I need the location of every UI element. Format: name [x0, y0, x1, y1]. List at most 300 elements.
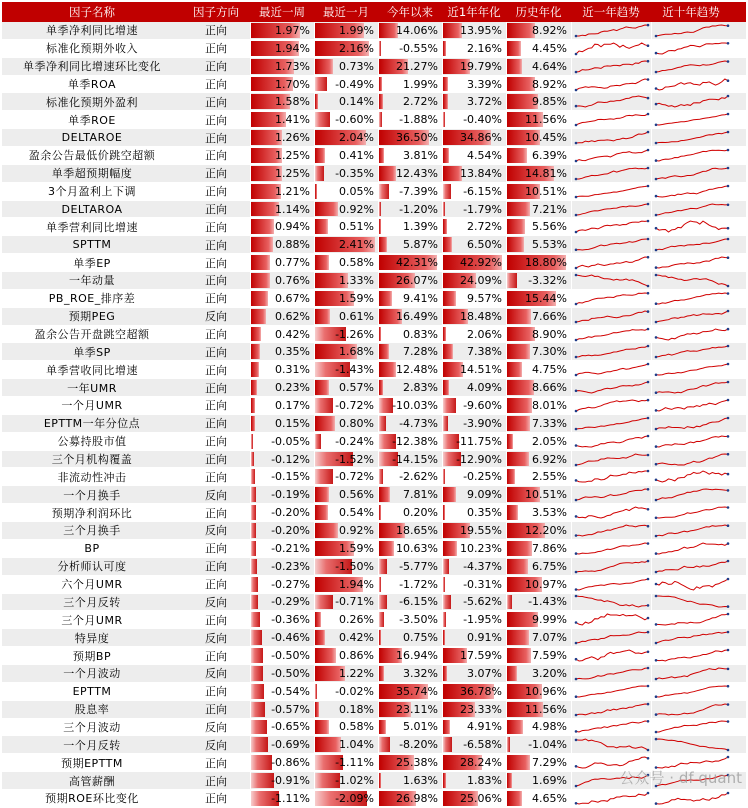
ytd-value: 26.98% [396, 791, 438, 805]
factor-name-cell: 一个月UMR [61, 399, 123, 413]
annual-1y-cell [442, 129, 506, 146]
trend-1y-line [576, 79, 648, 90]
week-cell [250, 254, 314, 271]
trend-1y-endpoint [575, 428, 578, 431]
table-row [2, 486, 746, 504]
month-bar [315, 595, 333, 610]
month-value: 1.94% [339, 577, 374, 591]
week-cell [250, 433, 314, 450]
annual-1y-value: 23.33% [460, 702, 502, 716]
factor-name-cell: 3个月盈利上下调 [48, 185, 136, 199]
trend-10y-line [656, 579, 728, 590]
month-cell [314, 218, 378, 235]
month-cell [314, 93, 378, 110]
annual-1y-value: 9.57% [467, 291, 502, 305]
trend-10y-line [656, 346, 728, 357]
trend-1y-endpoint [647, 720, 650, 723]
trend-1y-cell [571, 40, 651, 57]
factor-name-cell: 单季ROA [67, 78, 117, 91]
trend-10y-cell [651, 272, 731, 289]
factor-direction-cell: 正向 [205, 60, 227, 74]
factor-name-cell: 单季净利同比增速环比变化 [23, 60, 161, 74]
annual-1y-value: 0.35% [467, 506, 502, 520]
trend-1y-line [576, 400, 648, 411]
hist-annual-cell [506, 415, 571, 432]
ytd-value: 5.87% [403, 238, 438, 252]
month-bar [315, 523, 338, 538]
trend-10y-cell [651, 326, 731, 343]
trend-1y-cell [571, 290, 651, 307]
trend-10y-sparkline [652, 254, 731, 271]
trend-10y-line [656, 204, 728, 215]
annual-1y-value: 3.39% [467, 77, 502, 91]
ytd-value: -10.03% [392, 398, 438, 412]
table-row [2, 129, 746, 147]
trend-10y-cell [651, 379, 731, 396]
month-value: 0.80% [339, 416, 374, 430]
annual-1y-bar [443, 505, 445, 520]
week-value: -0.36% [271, 613, 310, 627]
month-cell [314, 486, 378, 503]
trend-1y-line [576, 418, 648, 429]
table-row [2, 290, 746, 308]
week-cell [250, 40, 314, 57]
trend-1y-endpoint [575, 124, 578, 127]
factor-direction-cell: 正向 [205, 703, 227, 717]
week-value: -0.20% [271, 523, 310, 537]
ytd-cell [378, 594, 442, 611]
trend-1y-endpoint [647, 202, 650, 205]
trend-1y-endpoint [575, 570, 578, 573]
annual-1y-bar [443, 398, 456, 413]
table-row [2, 647, 746, 665]
hist-annual-value: 5.53% [532, 238, 567, 252]
week-value: 1.25% [275, 148, 310, 162]
month-cell [314, 22, 378, 39]
hist-annual-cell [506, 93, 571, 110]
annual-1y-bar [443, 630, 445, 645]
month-value: 1.59% [339, 541, 374, 555]
annual-1y-bar [443, 112, 445, 127]
hist-annual-bar [507, 59, 522, 74]
week-value: -0.20% [271, 506, 310, 520]
trend-1y-endpoint [647, 149, 650, 152]
table-row [2, 218, 746, 236]
table-row [2, 433, 746, 451]
trend-1y-cell [571, 93, 651, 110]
trend-10y-endpoint [727, 577, 730, 580]
annual-1y-cell [442, 201, 506, 218]
trend-10y-endpoint [727, 417, 730, 420]
trend-10y-endpoint [655, 409, 658, 412]
trend-1y-endpoint [647, 256, 650, 259]
trend-1y-sparkline [572, 736, 651, 753]
trend-10y-line [656, 186, 728, 197]
annual-1y-value: -1.79% [463, 202, 502, 216]
month-value: 0.58% [339, 720, 374, 734]
trend-10y-cell [651, 40, 731, 57]
hist-annual-cell [506, 468, 571, 485]
trend-1y-sparkline [572, 326, 651, 343]
ytd-value: -4.73% [399, 416, 438, 430]
week-cell [250, 486, 314, 503]
trend-1y-endpoint [647, 651, 650, 654]
month-value: 0.41% [339, 148, 374, 162]
week-value: -0.23% [271, 559, 310, 573]
annual-1y-cell [442, 594, 506, 611]
trend-10y-cell [651, 486, 731, 503]
factor-direction-cell: 正向 [205, 506, 227, 520]
trend-1y-cell [571, 326, 651, 343]
ytd-cell [378, 576, 442, 593]
trend-10y-endpoint [655, 445, 658, 448]
trend-10y-sparkline [652, 58, 731, 75]
ytd-cell [378, 183, 442, 200]
annual-1y-value: -9.60% [463, 398, 502, 412]
ytd-cell [378, 308, 442, 325]
table-row [2, 736, 746, 754]
hist-annual-value: 8.66% [532, 381, 567, 395]
factor-direction-cell: 正向 [205, 345, 227, 359]
month-cell [314, 594, 378, 611]
annual-1y-value: -6.58% [463, 738, 502, 752]
trend-1y-cell [571, 201, 651, 218]
annual-1y-value: 7.38% [467, 345, 502, 359]
trend-10y-endpoint [655, 659, 658, 662]
week-value: -0.86% [271, 756, 310, 770]
week-value: -0.15% [271, 470, 310, 484]
annual-1y-cell [442, 540, 506, 557]
month-bar [315, 59, 333, 74]
ytd-cell [378, 40, 442, 57]
ytd-cell [378, 379, 442, 396]
trend-10y-endpoint [727, 559, 730, 562]
week-bar [251, 452, 254, 467]
hist-annual-value: 8.01% [532, 398, 567, 412]
month-cell [314, 254, 378, 271]
week-value: 0.42% [275, 327, 310, 341]
ytd-value: -0.55% [399, 41, 438, 55]
week-cell [250, 719, 314, 736]
trend-1y-sparkline [572, 272, 651, 289]
trend-10y-endpoint [655, 713, 658, 716]
trend-10y-sparkline [652, 326, 731, 343]
trend-1y-endpoint [647, 453, 650, 456]
ytd-bar [379, 737, 390, 752]
factor-name-cell: 预期净利润环比 [51, 506, 133, 520]
month-value: 0.86% [339, 649, 374, 662]
trend-10y-endpoint [655, 535, 658, 538]
week-value: -0.19% [271, 488, 310, 502]
ytd-cell [378, 772, 442, 789]
ytd-cell [378, 558, 442, 575]
week-cell [250, 218, 314, 235]
week-value: 1.70% [275, 77, 310, 91]
month-cell [314, 111, 378, 128]
annual-1y-value: 1.83% [467, 774, 502, 788]
week-value: -0.50% [271, 649, 310, 662]
hist-annual-cell [506, 379, 571, 396]
ytd-value: 1.99% [403, 77, 438, 91]
annual-1y-cell [442, 111, 506, 128]
trend-10y-cell [651, 594, 731, 611]
month-cell [314, 736, 378, 753]
trend-10y-endpoint [727, 542, 730, 545]
factor-direction-cell: 正向 [205, 649, 227, 663]
hist-annual-bar [507, 273, 517, 288]
hist-annual-cell [506, 361, 571, 378]
trend-10y-endpoint [727, 703, 730, 706]
ytd-cell [378, 736, 442, 753]
hist-annual-bar [507, 398, 532, 413]
factor-name-cell: 一年UMR [67, 381, 117, 395]
annual-1y-value: 3.72% [467, 95, 502, 109]
hist-annual-value: 4.45% [532, 41, 567, 55]
trend-1y-endpoint [575, 678, 578, 681]
header-trend-1y: 近一年趋势 [582, 5, 640, 19]
trend-1y-cell [571, 665, 651, 682]
factor-direction-cell: 正向 [205, 774, 227, 788]
ytd-cell [378, 218, 442, 235]
trend-10y-line [656, 454, 728, 465]
hist-annual-bar [507, 416, 530, 431]
ytd-cell [378, 486, 442, 503]
trend-10y-endpoint [655, 249, 658, 252]
month-cell [314, 76, 378, 93]
hist-annual-value: 14.81% [525, 166, 567, 180]
trend-10y-line [656, 614, 728, 625]
trend-10y-line [656, 436, 728, 447]
trend-10y-sparkline [652, 236, 731, 253]
trend-1y-endpoint [647, 167, 650, 170]
month-cell [314, 558, 378, 575]
annual-1y-cell [442, 736, 506, 753]
ytd-value: 14.06% [396, 23, 438, 37]
annual-1y-cell [442, 397, 506, 414]
week-bar [251, 737, 268, 752]
factor-name-cell: 三个月机构覆盖 [51, 453, 133, 467]
trend-1y-endpoint [647, 399, 650, 402]
trend-1y-endpoint [575, 588, 578, 591]
factor-name-cell: SPTTM [72, 238, 112, 252]
trend-10y-sparkline [652, 397, 731, 414]
ytd-value: -3.50% [399, 613, 438, 627]
trend-1y-endpoint [575, 658, 578, 661]
month-bar [315, 434, 321, 449]
trend-10y-endpoint [727, 292, 730, 295]
month-cell [314, 201, 378, 218]
week-cell [250, 326, 314, 343]
trend-1y-line [576, 364, 648, 375]
trend-10y-cell [651, 647, 731, 664]
week-cell [250, 504, 314, 521]
trend-1y-cell [571, 433, 651, 450]
factor-name-cell: 公募持股市值 [57, 435, 127, 449]
month-value: -1.11% [335, 756, 374, 770]
hist-annual-cell [506, 254, 571, 271]
trend-10y-endpoint [727, 345, 730, 348]
trend-1y-endpoint [647, 184, 650, 187]
trend-10y-endpoint [655, 642, 658, 645]
month-value: 2.04% [339, 131, 374, 145]
annual-1y-value: -0.40% [463, 113, 502, 127]
week-value: 1.41% [275, 113, 310, 127]
ytd-cell [378, 147, 442, 164]
annual-1y-cell [442, 218, 506, 235]
trend-10y-endpoint [727, 506, 730, 509]
trend-1y-line [576, 329, 648, 340]
trend-1y-endpoint [575, 480, 578, 483]
trend-10y-endpoint [727, 381, 730, 384]
month-cell [314, 326, 378, 343]
annual-1y-value: -5.62% [463, 595, 502, 609]
annual-1y-bar [443, 148, 449, 163]
ytd-cell [378, 415, 442, 432]
trend-10y-endpoint [727, 95, 730, 98]
annual-1y-cell [442, 93, 506, 110]
table-row [2, 790, 746, 808]
trend-10y-cell [651, 76, 731, 93]
trend-10y-endpoint [655, 194, 658, 197]
week-cell [250, 451, 314, 468]
factor-direction-cell: 正向 [205, 78, 227, 91]
ytd-cell [378, 272, 442, 289]
trend-10y-endpoint [727, 649, 730, 652]
ytd-bar [379, 291, 392, 306]
table-row [2, 308, 746, 326]
hist-annual-bar [507, 202, 530, 217]
trend-1y-endpoint [575, 35, 578, 38]
hist-annual-cell [506, 343, 571, 360]
factor-direction-cell: 正向 [205, 220, 227, 234]
trend-1y-cell [571, 22, 651, 39]
month-value: 0.56% [339, 488, 374, 502]
month-value: -0.71% [335, 595, 374, 609]
trend-1y-line [576, 739, 648, 750]
factor-direction-cell: 正向 [205, 203, 227, 217]
month-cell [314, 629, 378, 646]
factor-name-cell: 六个月UMR [61, 578, 123, 592]
annual-1y-cell [442, 504, 506, 521]
month-value: 2.16% [339, 41, 374, 55]
trend-10y-endpoint [727, 238, 730, 241]
month-value: -0.60% [335, 113, 374, 127]
factor-name-cell: 单季EP [73, 256, 111, 270]
table-row [2, 540, 746, 558]
trend-10y-line [656, 132, 728, 143]
month-value: 0.73% [339, 59, 374, 73]
trend-1y-endpoint [575, 267, 578, 270]
annual-1y-cell [442, 254, 506, 271]
month-bar [315, 720, 329, 735]
trend-10y-endpoint [655, 302, 658, 305]
annual-1y-cell [442, 147, 506, 164]
trend-10y-line [656, 43, 728, 54]
month-value: 0.58% [339, 256, 374, 270]
hist-annual-cell [506, 433, 571, 450]
week-bar [251, 595, 258, 610]
trend-1y-sparkline [572, 361, 651, 378]
trend-1y-cell [571, 594, 651, 611]
trend-10y-endpoint [655, 595, 658, 598]
ytd-cell [378, 343, 442, 360]
factor-direction-cell: 正向 [205, 542, 227, 556]
trend-1y-line [576, 132, 648, 143]
ytd-value: 2.83% [403, 381, 438, 395]
trend-1y-sparkline [572, 254, 651, 271]
trend-10y-sparkline [652, 415, 731, 432]
hist-annual-value: 3.53% [532, 506, 567, 520]
hist-annual-value: 7.30% [532, 345, 567, 359]
factor-direction-cell: 正向 [205, 685, 227, 699]
month-cell [314, 522, 378, 539]
week-bar [251, 666, 263, 681]
annual-1y-value: -0.31% [463, 577, 502, 591]
factor-direction-cell: 正向 [205, 274, 227, 288]
trend-10y-cell [651, 665, 731, 682]
annual-1y-bar [443, 94, 448, 109]
annual-1y-cell [442, 647, 506, 664]
hist-annual-bar [507, 309, 531, 324]
hist-annual-bar [507, 148, 527, 163]
hist-annual-bar [507, 452, 529, 467]
trend-1y-line [576, 686, 648, 697]
trend-1y-cell [571, 361, 651, 378]
hist-annual-cell [506, 22, 571, 39]
week-value: 0.31% [275, 363, 310, 377]
factor-name-cell: 盈余公告开盘跳空超额 [34, 328, 150, 342]
trend-10y-cell [651, 433, 731, 450]
hist-annual-bar [507, 791, 522, 806]
trend-1y-sparkline [572, 647, 651, 664]
annual-1y-bar [443, 344, 453, 359]
trend-1y-line [576, 257, 648, 268]
month-cell [314, 361, 378, 378]
trend-10y-endpoint [727, 24, 730, 27]
trend-1y-line [576, 25, 648, 36]
annual-1y-cell [442, 665, 506, 682]
annual-1y-cell [442, 558, 506, 575]
trend-1y-cell [571, 790, 651, 807]
week-value: -0.05% [271, 434, 310, 448]
factor-name-cell: DELTAROE [61, 131, 123, 145]
factor-direction-cell: 正向 [205, 363, 227, 377]
trend-10y-endpoint [655, 678, 658, 681]
hist-annual-value: 8.92% [532, 23, 567, 37]
trend-10y-line [656, 650, 728, 661]
hist-annual-value: 10.51% [525, 488, 567, 502]
factor-direction-cell: 正向 [205, 131, 227, 145]
trend-10y-line [656, 793, 728, 804]
week-value: -0.46% [271, 631, 310, 645]
trend-10y-line [656, 632, 728, 643]
annual-1y-cell [442, 451, 506, 468]
trend-10y-cell [651, 701, 731, 718]
week-cell [250, 754, 314, 771]
annual-1y-cell [442, 754, 506, 771]
trend-1y-line [576, 150, 648, 161]
trend-1y-endpoint [575, 374, 578, 377]
ytd-value: 23.11% [396, 702, 438, 716]
hist-annual-cell [506, 522, 571, 539]
trend-1y-endpoint [647, 97, 650, 100]
month-value: 1.99% [339, 23, 374, 37]
hist-annual-cell [506, 129, 571, 146]
hist-annual-cell [506, 218, 571, 235]
week-bar [251, 559, 257, 574]
hist-annual-cell [506, 397, 571, 414]
factor-name-cell: 股息率 [74, 703, 110, 717]
